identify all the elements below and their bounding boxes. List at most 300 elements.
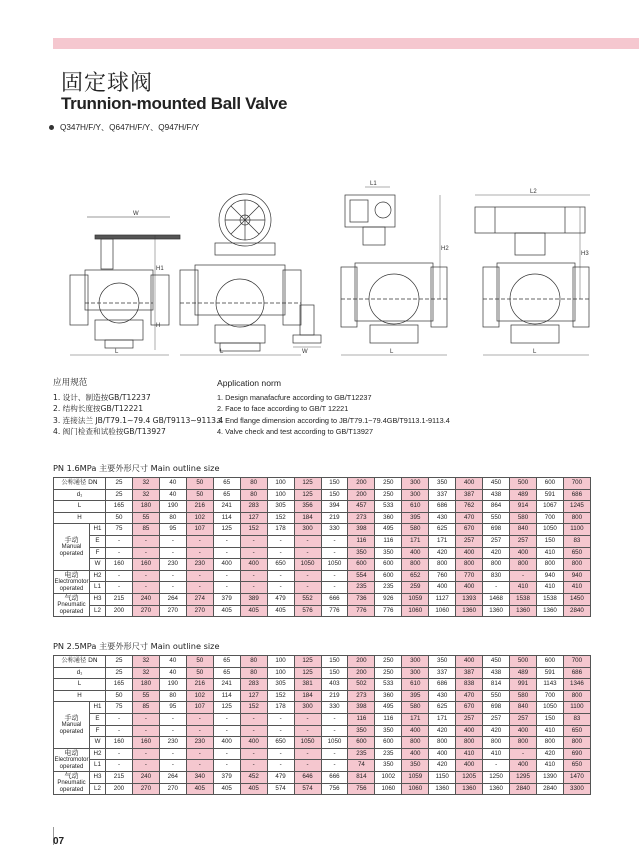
- table-cell: -: [294, 760, 321, 772]
- dn-value-cell: 150: [321, 478, 348, 490]
- table-cell: -: [294, 725, 321, 737]
- table-cell: 580: [510, 512, 537, 524]
- table-cell: 646: [294, 771, 321, 783]
- table-cell: 102: [186, 690, 213, 702]
- row-sublabel: H1: [90, 702, 106, 714]
- table-cell: 350: [375, 725, 402, 737]
- drawing-manual-lever: [70, 211, 180, 355]
- dn-value-cell: 300: [402, 656, 429, 668]
- table-cell: 200: [106, 783, 133, 795]
- table-cell: 116: [348, 713, 375, 725]
- table-row: [54, 737, 591, 749]
- table-cell: 670: [456, 702, 483, 714]
- valve-drawings: [45, 175, 590, 365]
- table-cell: -: [213, 748, 240, 760]
- table-cell: 940: [563, 570, 590, 582]
- table-cell: 650: [563, 547, 590, 559]
- table-row: [54, 667, 591, 679]
- table-cell: 600: [375, 737, 402, 749]
- table-cell: 216: [186, 679, 213, 691]
- table-cell: 420: [537, 748, 564, 760]
- table-cell: 80: [159, 512, 186, 524]
- dn-value-cell: 50: [186, 478, 213, 490]
- table-cell: -: [159, 582, 186, 594]
- table-cell: 350: [375, 760, 402, 772]
- dn-value-cell: 300: [402, 478, 429, 490]
- table-cell: -: [159, 713, 186, 725]
- table-cell: -: [267, 713, 294, 725]
- table-cell: 387: [456, 489, 483, 501]
- page-number: 07: [53, 836, 65, 847]
- table-cell: 107: [186, 524, 213, 536]
- dn-value-cell: 100: [267, 478, 294, 490]
- table-cell: -: [213, 725, 240, 737]
- table-cell: 650: [563, 725, 590, 737]
- table-cell: 250: [375, 667, 402, 679]
- table-cell: -: [510, 748, 537, 760]
- row-sublabel: E: [90, 713, 106, 725]
- svg-text:L: L: [220, 349, 224, 355]
- table-cell: 698: [483, 524, 510, 536]
- table-cell: 55: [132, 512, 159, 524]
- table-cell: 360: [375, 690, 402, 702]
- table-cell: 1050: [321, 737, 348, 749]
- dn-value-cell: 125: [294, 656, 321, 668]
- table-cell: 591: [537, 489, 564, 501]
- table-cell: 400: [213, 559, 240, 571]
- table-cell: 235: [348, 582, 375, 594]
- table-cell: 666: [321, 771, 348, 783]
- table-cell: 1205: [456, 771, 483, 783]
- svg-text:W: W: [302, 349, 308, 355]
- table-cell: -: [106, 535, 133, 547]
- table-cell: 180: [132, 501, 159, 513]
- table-cell: 410: [510, 582, 537, 594]
- table-cell: 80: [240, 489, 267, 501]
- table-cell: -: [159, 570, 186, 582]
- norm-cn-item: 2. 结构长度按GB/T12221: [53, 404, 144, 414]
- table-cell: 270: [132, 783, 159, 795]
- table-cell: 180: [132, 679, 159, 691]
- table-cell: 1360: [483, 783, 510, 795]
- table-cell: 452: [240, 771, 267, 783]
- row-sublabel: L2: [90, 783, 106, 795]
- table-cell: 65: [213, 489, 240, 501]
- svg-text:L: L: [533, 349, 537, 355]
- table-cell: 552: [294, 593, 321, 605]
- table-cell: 83: [563, 713, 590, 725]
- table-cell: 152: [240, 524, 267, 536]
- svg-text:L2: L2: [530, 189, 537, 195]
- table-cell: 259: [402, 582, 429, 594]
- table-cell: 350: [348, 547, 375, 559]
- table-cell: 1360: [537, 605, 564, 617]
- table-cell: 610: [402, 679, 429, 691]
- dn-header-label: 公称通径 DN: [54, 656, 106, 668]
- table-cell: 400: [213, 737, 240, 749]
- table-cell: 65: [213, 667, 240, 679]
- table-row: [54, 748, 591, 760]
- table-cell: 1002: [375, 771, 402, 783]
- table-cell: 420: [429, 547, 456, 559]
- table-cell: -: [186, 547, 213, 559]
- table-cell: 150: [321, 489, 348, 501]
- group-manual: 手动 Manual operated: [54, 702, 90, 748]
- table-cell: 600: [348, 737, 375, 749]
- table-row: [54, 535, 591, 547]
- dn-value-cell: 200: [348, 656, 375, 668]
- table-cell: 800: [456, 737, 483, 749]
- dn-value-cell: 600: [537, 478, 564, 490]
- row-sublabel: H1: [90, 524, 106, 536]
- table-cell: 152: [267, 512, 294, 524]
- table-cell: 430: [429, 512, 456, 524]
- table-cell: 762: [456, 501, 483, 513]
- table-cell: 240: [132, 593, 159, 605]
- table-cell: 171: [429, 713, 456, 725]
- dn-value-cell: 350: [429, 656, 456, 668]
- table-cell: 83: [563, 535, 590, 547]
- table-cell: 470: [456, 690, 483, 702]
- table-cell: -: [213, 760, 240, 772]
- table-cell: 800: [563, 690, 590, 702]
- table-row: [54, 760, 591, 772]
- dn-value-cell: 450: [483, 478, 510, 490]
- table-cell: -: [321, 570, 348, 582]
- table-cell: 574: [267, 783, 294, 795]
- table-header-row: [54, 478, 591, 490]
- table-cell: -: [321, 535, 348, 547]
- table-cell: 235: [375, 748, 402, 760]
- row-sublabel: H3: [90, 593, 106, 605]
- table-cell: 940: [537, 570, 564, 582]
- group-electric: 电动 Electromotor operated: [54, 748, 89, 770]
- table-cell: 650: [267, 559, 294, 571]
- table-cell: 2840: [563, 605, 590, 617]
- dn-value-cell: 150: [321, 656, 348, 668]
- dn-value-cell: 125: [294, 478, 321, 490]
- group-manual: 手动 Manual operated: [54, 524, 90, 570]
- table-row: [54, 702, 591, 714]
- table-cell: 360: [375, 512, 402, 524]
- svg-text:L: L: [390, 349, 394, 355]
- table-cell: -: [186, 713, 213, 725]
- norm-en-item: 3. End flange dimension according to JB/T79.1~79.4GB/T9113.1-9113.4: [217, 415, 450, 425]
- table-cell: -: [132, 547, 159, 559]
- table-row: [54, 783, 591, 795]
- table-cell: -: [294, 713, 321, 725]
- table-cell: 80: [159, 690, 186, 702]
- table-cell: 25: [106, 489, 133, 501]
- table-cell: 400: [456, 760, 483, 772]
- table-cell: -: [106, 582, 133, 594]
- table-cell: -: [159, 748, 186, 760]
- table-cell: 438: [483, 667, 510, 679]
- table-cell: -: [294, 547, 321, 559]
- table-cell: 1390: [537, 771, 564, 783]
- norm-en-item: 1. Design manafacfure according to GB/T12237: [217, 393, 372, 403]
- table-cell: 1470: [563, 771, 590, 783]
- table-cell: -: [240, 582, 267, 594]
- table-cell: 215: [106, 593, 133, 605]
- table-cell: 257: [483, 535, 510, 547]
- table-cell: 625: [429, 524, 456, 536]
- table-cell: 394: [321, 501, 348, 513]
- table-cell: 125: [294, 489, 321, 501]
- table-cell: 379: [213, 771, 240, 783]
- table-cell: 550: [483, 512, 510, 524]
- table-cell: 230: [159, 559, 186, 571]
- table-row: [54, 547, 591, 559]
- valve-drawings-svg: [45, 175, 590, 365]
- table-cell: 1360: [510, 605, 537, 617]
- row-label: H: [54, 512, 106, 524]
- table-cell: 770: [456, 570, 483, 582]
- table-cell: -: [132, 725, 159, 737]
- table-cell: 1538: [537, 593, 564, 605]
- table-cell: 698: [483, 702, 510, 714]
- group-pneumatic: 气动 Pneumatic operated: [54, 593, 90, 616]
- row-sublabel: H2: [90, 748, 106, 760]
- table-cell: 1050: [294, 737, 321, 749]
- table-cell: 116: [375, 535, 402, 547]
- table-cell: 800: [510, 559, 537, 571]
- table-cell: 410: [456, 748, 483, 760]
- table-cell: 150: [537, 535, 564, 547]
- table-cell: 107: [186, 702, 213, 714]
- table-cell: 814: [348, 771, 375, 783]
- table-cell: 800: [537, 559, 564, 571]
- table-cell: 405: [213, 605, 240, 617]
- dn-value-cell: 50: [186, 656, 213, 668]
- table-cell: 25: [106, 667, 133, 679]
- table-cell: 1050: [537, 524, 564, 536]
- table-cell: -: [510, 570, 537, 582]
- table-cell: 190: [159, 501, 186, 513]
- table-cell: 420: [483, 547, 510, 559]
- model-numbers: Q347H/F/Y、Q647H/F/Y、Q947H/F/Y: [60, 123, 200, 132]
- dn-value-cell: 500: [510, 478, 537, 490]
- table-cell: 410: [537, 725, 564, 737]
- table-cell: 270: [186, 605, 213, 617]
- row-sublabel: F: [90, 547, 106, 559]
- table-row: [54, 679, 591, 691]
- table-cell: -: [240, 570, 267, 582]
- table-cell: 1360: [456, 605, 483, 617]
- table-cell: -: [159, 725, 186, 737]
- dn-value-cell: 65: [213, 478, 240, 490]
- svg-text:L: L: [115, 349, 119, 355]
- table-cell: 580: [402, 524, 429, 536]
- table-cell: -: [267, 760, 294, 772]
- table-cell: -: [132, 582, 159, 594]
- table-cell: 686: [429, 679, 456, 691]
- table-row: [54, 582, 591, 594]
- row-sublabel: W: [90, 559, 106, 571]
- table-cell: 1295: [510, 771, 537, 783]
- table-cell: 800: [510, 737, 537, 749]
- table-cell: 405: [267, 605, 294, 617]
- row-label: d₁: [54, 667, 106, 679]
- table-cell: 184: [294, 690, 321, 702]
- group-electric: 电动 Electromotor operated: [54, 570, 89, 592]
- table-cell: 1060: [402, 783, 429, 795]
- table-cell: 1100: [563, 702, 590, 714]
- table-cell: 200: [348, 489, 375, 501]
- table-cell: 800: [537, 737, 564, 749]
- table-cell: 400: [510, 725, 537, 737]
- table-cell: 50: [186, 489, 213, 501]
- table-cell: 283: [240, 679, 267, 691]
- table-cell: 410: [537, 582, 564, 594]
- norm-en-item: 2. Face to face according to GB/T 12221: [217, 404, 349, 414]
- table-cell: -: [267, 748, 294, 760]
- table-cell: -: [321, 547, 348, 559]
- table-cell: 489: [510, 667, 537, 679]
- table-cell: -: [267, 535, 294, 547]
- table-cell: 337: [429, 667, 456, 679]
- dn-value-cell: 25: [106, 656, 133, 668]
- table1-title: PN 1.6MPa 主要外形尺寸 Main outline size: [53, 463, 220, 473]
- table-cell: 184: [294, 512, 321, 524]
- table-cell: -: [240, 748, 267, 760]
- dn-value-cell: 250: [375, 656, 402, 668]
- table-cell: 800: [429, 737, 456, 749]
- table-cell: 160: [106, 737, 133, 749]
- table-cell: 489: [510, 489, 537, 501]
- svg-text:W: W: [133, 211, 139, 217]
- row-sublabel: H2: [90, 570, 106, 582]
- table-cell: 395: [402, 512, 429, 524]
- table-cell: 257: [456, 713, 483, 725]
- table-cell: 1059: [402, 771, 429, 783]
- table-cell: 257: [510, 535, 537, 547]
- table-cell: 1360: [483, 605, 510, 617]
- table-cell: 600: [375, 570, 402, 582]
- table-cell: 533: [375, 501, 402, 513]
- row-sublabel: L1: [90, 582, 106, 594]
- table-cell: 700: [537, 512, 564, 524]
- table-cell: 40: [159, 667, 186, 679]
- table-cell: 160: [106, 559, 133, 571]
- table-cell: 40: [159, 489, 186, 501]
- table-cell: 85: [132, 702, 159, 714]
- row-label: L: [54, 679, 106, 691]
- svg-text:H1: H1: [156, 266, 164, 272]
- table-cell: 1346: [563, 679, 590, 691]
- table2-title: PN 2.5MPa 主要外形尺寸 Main outline size: [53, 641, 220, 651]
- table-cell: 457: [348, 501, 375, 513]
- table-cell: 1100: [563, 524, 590, 536]
- table-cell: 776: [375, 605, 402, 617]
- table-cell: 610: [402, 501, 429, 513]
- table-cell: 80: [240, 667, 267, 679]
- table-cell: 800: [563, 559, 590, 571]
- table-cell: -: [186, 725, 213, 737]
- table-cell: 800: [483, 559, 510, 571]
- table-cell: 864: [483, 501, 510, 513]
- table-cell: -: [213, 582, 240, 594]
- table-cell: 1060: [429, 605, 456, 617]
- table-cell: 400: [240, 737, 267, 749]
- table-cell: 830: [483, 570, 510, 582]
- table-cell: 95: [159, 702, 186, 714]
- table-cell: 330: [321, 524, 348, 536]
- table-cell: -: [240, 535, 267, 547]
- table-cell: 756: [321, 783, 348, 795]
- table-cell: 273: [348, 512, 375, 524]
- table-cell: -: [106, 570, 133, 582]
- table-cell: 257: [510, 713, 537, 725]
- table-cell: 171: [429, 535, 456, 547]
- table-cell: 300: [294, 524, 321, 536]
- table-cell: 152: [267, 690, 294, 702]
- table-cell: -: [294, 582, 321, 594]
- table-cell: -: [294, 748, 321, 760]
- table-cell: 240: [132, 771, 159, 783]
- table-cell: 215: [106, 771, 133, 783]
- table-cell: 991: [510, 679, 537, 691]
- table-cell: 400: [456, 725, 483, 737]
- table-cell: 100: [267, 667, 294, 679]
- table-cell: 580: [510, 690, 537, 702]
- row-label: L: [54, 501, 106, 513]
- table-cell: 666: [321, 593, 348, 605]
- table-cell: 116: [348, 535, 375, 547]
- table-cell: 116: [375, 713, 402, 725]
- dn-value-cell: 400: [456, 478, 483, 490]
- dn-value-cell: 40: [159, 478, 186, 490]
- table-cell: 405: [213, 783, 240, 795]
- table-row: [54, 512, 591, 524]
- model-list: [49, 122, 199, 133]
- table-cell: 1143: [537, 679, 564, 691]
- norms-cn: [53, 378, 223, 437]
- table-cell: -: [132, 760, 159, 772]
- header-accent-bar: [53, 38, 639, 49]
- table-cell: 400: [510, 760, 537, 772]
- svg-text:L1: L1: [370, 181, 377, 187]
- row-sublabel: H3: [90, 771, 106, 783]
- table-cell: 926: [375, 593, 402, 605]
- table-cell: 171: [402, 535, 429, 547]
- table-cell: 652: [402, 570, 429, 582]
- table-cell: 340: [186, 771, 213, 783]
- table-cell: 398: [348, 702, 375, 714]
- table-cell: 686: [563, 489, 590, 501]
- table-cell: -: [483, 760, 510, 772]
- table-cell: 736: [348, 593, 375, 605]
- dn-value-cell: 250: [375, 478, 402, 490]
- table-cell: 1127: [429, 593, 456, 605]
- table-cell: 1150: [429, 771, 456, 783]
- group-pneumatic: 气动 Pneumatic operated: [54, 771, 90, 794]
- table-cell: 800: [429, 559, 456, 571]
- table-cell: 241: [213, 501, 240, 513]
- page-title-cn: 固定球阀: [61, 71, 154, 96]
- table-cell: 241: [213, 679, 240, 691]
- table-cell: 300: [294, 702, 321, 714]
- table-cell: -: [240, 760, 267, 772]
- table-cell: -: [321, 760, 348, 772]
- norms-en-heading: Application norm: [217, 378, 282, 388]
- table-cell: 1538: [510, 593, 537, 605]
- table-cell: -: [106, 748, 133, 760]
- table-cell: 479: [267, 593, 294, 605]
- table-cell: 1067: [537, 501, 564, 513]
- table-cell: 235: [348, 748, 375, 760]
- table-cell: 800: [402, 559, 429, 571]
